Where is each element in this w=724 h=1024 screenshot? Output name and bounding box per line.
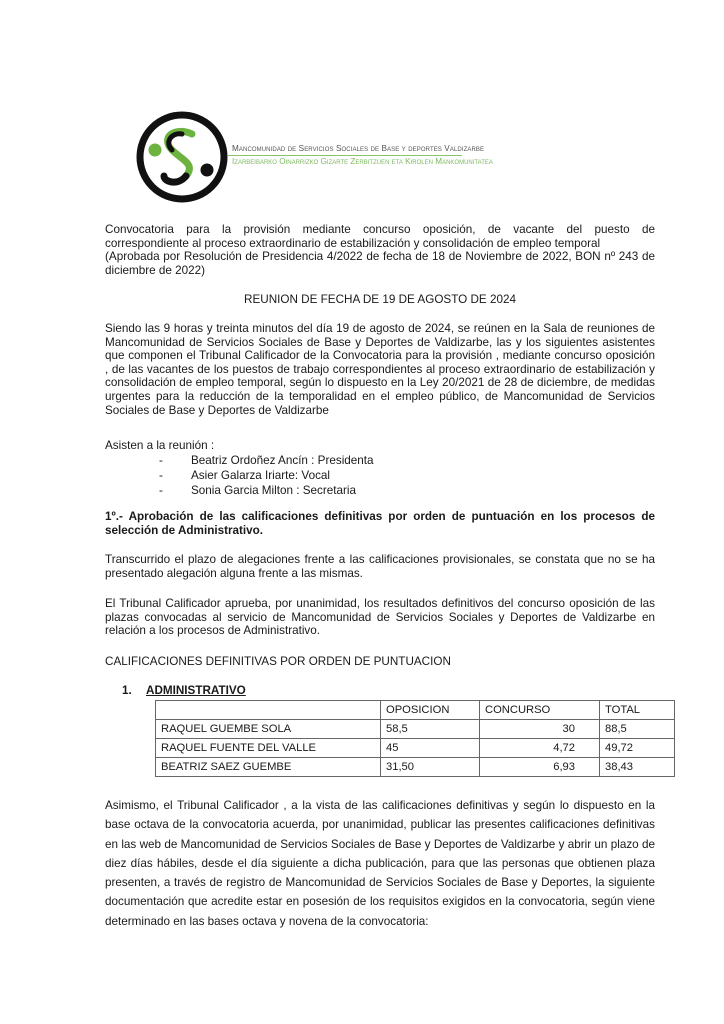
opening-paragraph: Siendo las 9 horas y treinta minutos del día 19 de agosto de 2024, se reúnen en la Sala de reuniones de Mancomunidad de Servicios Sociales de Base y Deportes de Valdizarbe, las y los siguientes asistentes que componen el Tribunal Calificador de la Convocatoria para la provisión , mediante concurso oposición , de las vacantes de los puestos de trabajo correspondientes al proceso extraordinario de estabilización y consolidación de empleo temporal, según lo dispuesto en la Ley 20/2021 de 28 de diciembre, de medidas urgentes para la reducción de la temporalidad en el empleo público, de Mancomunidad de Servicios Sociales de Base y Deportes de Valdizarbe bbox=[105, 322, 655, 417]
intro-line-2: correspondiente al proceso extraordinario de estabilización y consolidación de empleo temporal bbox=[105, 236, 601, 250]
candidate-name: BEATRIZ SAEZ GUEMBE bbox=[156, 758, 381, 777]
call-intro bbox=[105, 223, 655, 277]
alegaciones-paragraph: Transcurrido el plazo de alegaciones frente a las calificaciones provisionales, se constata que no se ha presentado alegación alguna frente a las mismas. bbox=[105, 553, 655, 580]
approval-paragraph: El Tribunal Calificador aprueba, por unanimidad, los resultados definitivos del concurso oposición de las plazas convocadas al servicio de Mancomunidad de Servicios Sociales y Deportes de Valdizarbe en relación a los procesos de Administrativo. bbox=[105, 597, 655, 638]
table-header-row bbox=[156, 701, 675, 720]
oposicion-score: 31,50 bbox=[381, 758, 480, 777]
org-name-basque: Izarbeibarko Oinarrizko Gizarte Zerbitzuen eta Kirolen Mankomunitatea bbox=[232, 157, 493, 166]
oposicion-score: 45 bbox=[381, 739, 480, 758]
org-name-spanish: Mancomunidad de Servicios Sociales de Base y deportes Valdizarbe bbox=[232, 144, 485, 153]
table-row bbox=[156, 758, 675, 777]
attendees-label: Asisten a la reunión : bbox=[105, 439, 215, 452]
meeting-title: REUNION DE FECHA DE 19 DE AGOSTO DE 2024 bbox=[244, 293, 516, 306]
header-cell: TOTAL bbox=[600, 701, 675, 720]
closing-paragraph: Asimismo, el Tribunal Calificador , a la vista de las calificaciones definitivas y según lo dispuesto en la base octava de la convocatoria acuerda, por unanimidad, publicar las presentes calificaciones definitivas en las web de Mancomunidad de Servicios Sociales de Base y Deportes de Valdizarbe y abrir un plazo de diez días hábiles, desde el día siguiente a dicha publicación, para que las personas que obtienen plaza presenten, a través de registro de Mancomunidad de Servicios Sociales de Base y Deportes, la siguiente documentación que acredite estar en posesión de los requisitos exigidos en la convocatoria, según viene determinado en las bases octava y novena de la convocatoria: bbox=[105, 799, 655, 928]
logo-divider bbox=[228, 155, 462, 156]
attendee-item: - Asier Galarza Iriarte: Vocal bbox=[159, 469, 331, 482]
oposicion-score: 58,5 bbox=[381, 720, 480, 739]
results-title: CALIFICACIONES DEFINITIVAS POR ORDEN DE PUNTUACION bbox=[105, 655, 451, 668]
concurso-score: 6,93 bbox=[480, 758, 600, 777]
header-cell: CONCURSO bbox=[480, 701, 600, 720]
total-score: 88,5 bbox=[600, 720, 675, 739]
attendee-item: - Beatriz Ordoñez Ancín : Presidenta bbox=[159, 454, 374, 467]
intro-line-1: Convocatoria para la provisión mediante concurso oposición, de vacante del puesto de bbox=[105, 223, 655, 236]
concurso-score: 4,72 bbox=[480, 739, 600, 758]
total-score: 38,43 bbox=[600, 758, 675, 777]
concurso-score: 30 bbox=[480, 720, 600, 739]
point1-heading: 1º.- Aprobación de las calificaciones definitivas por orden de puntuación en los procesos de selección de Administrativo. bbox=[105, 510, 655, 537]
header-cell: OPOSICION bbox=[381, 701, 480, 720]
header-cell bbox=[156, 701, 381, 720]
section-heading: 1. ADMINISTRATIVO bbox=[122, 684, 246, 697]
candidate-name: RAQUEL FUENTE DEL VALLE bbox=[156, 739, 381, 758]
intro-line-3: (Aprobada por Resolución de Presidencia 4/2022 de fecha de 18 de Noviembre de 2022, BON nº 243 de bbox=[105, 250, 655, 264]
total-score: 49,72 bbox=[600, 739, 675, 758]
table-row bbox=[156, 720, 675, 739]
table-row bbox=[156, 739, 675, 758]
logo-s-emblem-icon bbox=[134, 110, 234, 205]
attendee-item: - Sonia Garcia Milton : Secretaria bbox=[159, 484, 356, 497]
results-table bbox=[155, 700, 675, 777]
candidate-name: RAQUEL GUEMBE SOLA bbox=[156, 720, 381, 739]
intro-line-4: diciembre de 2022) bbox=[105, 263, 206, 277]
